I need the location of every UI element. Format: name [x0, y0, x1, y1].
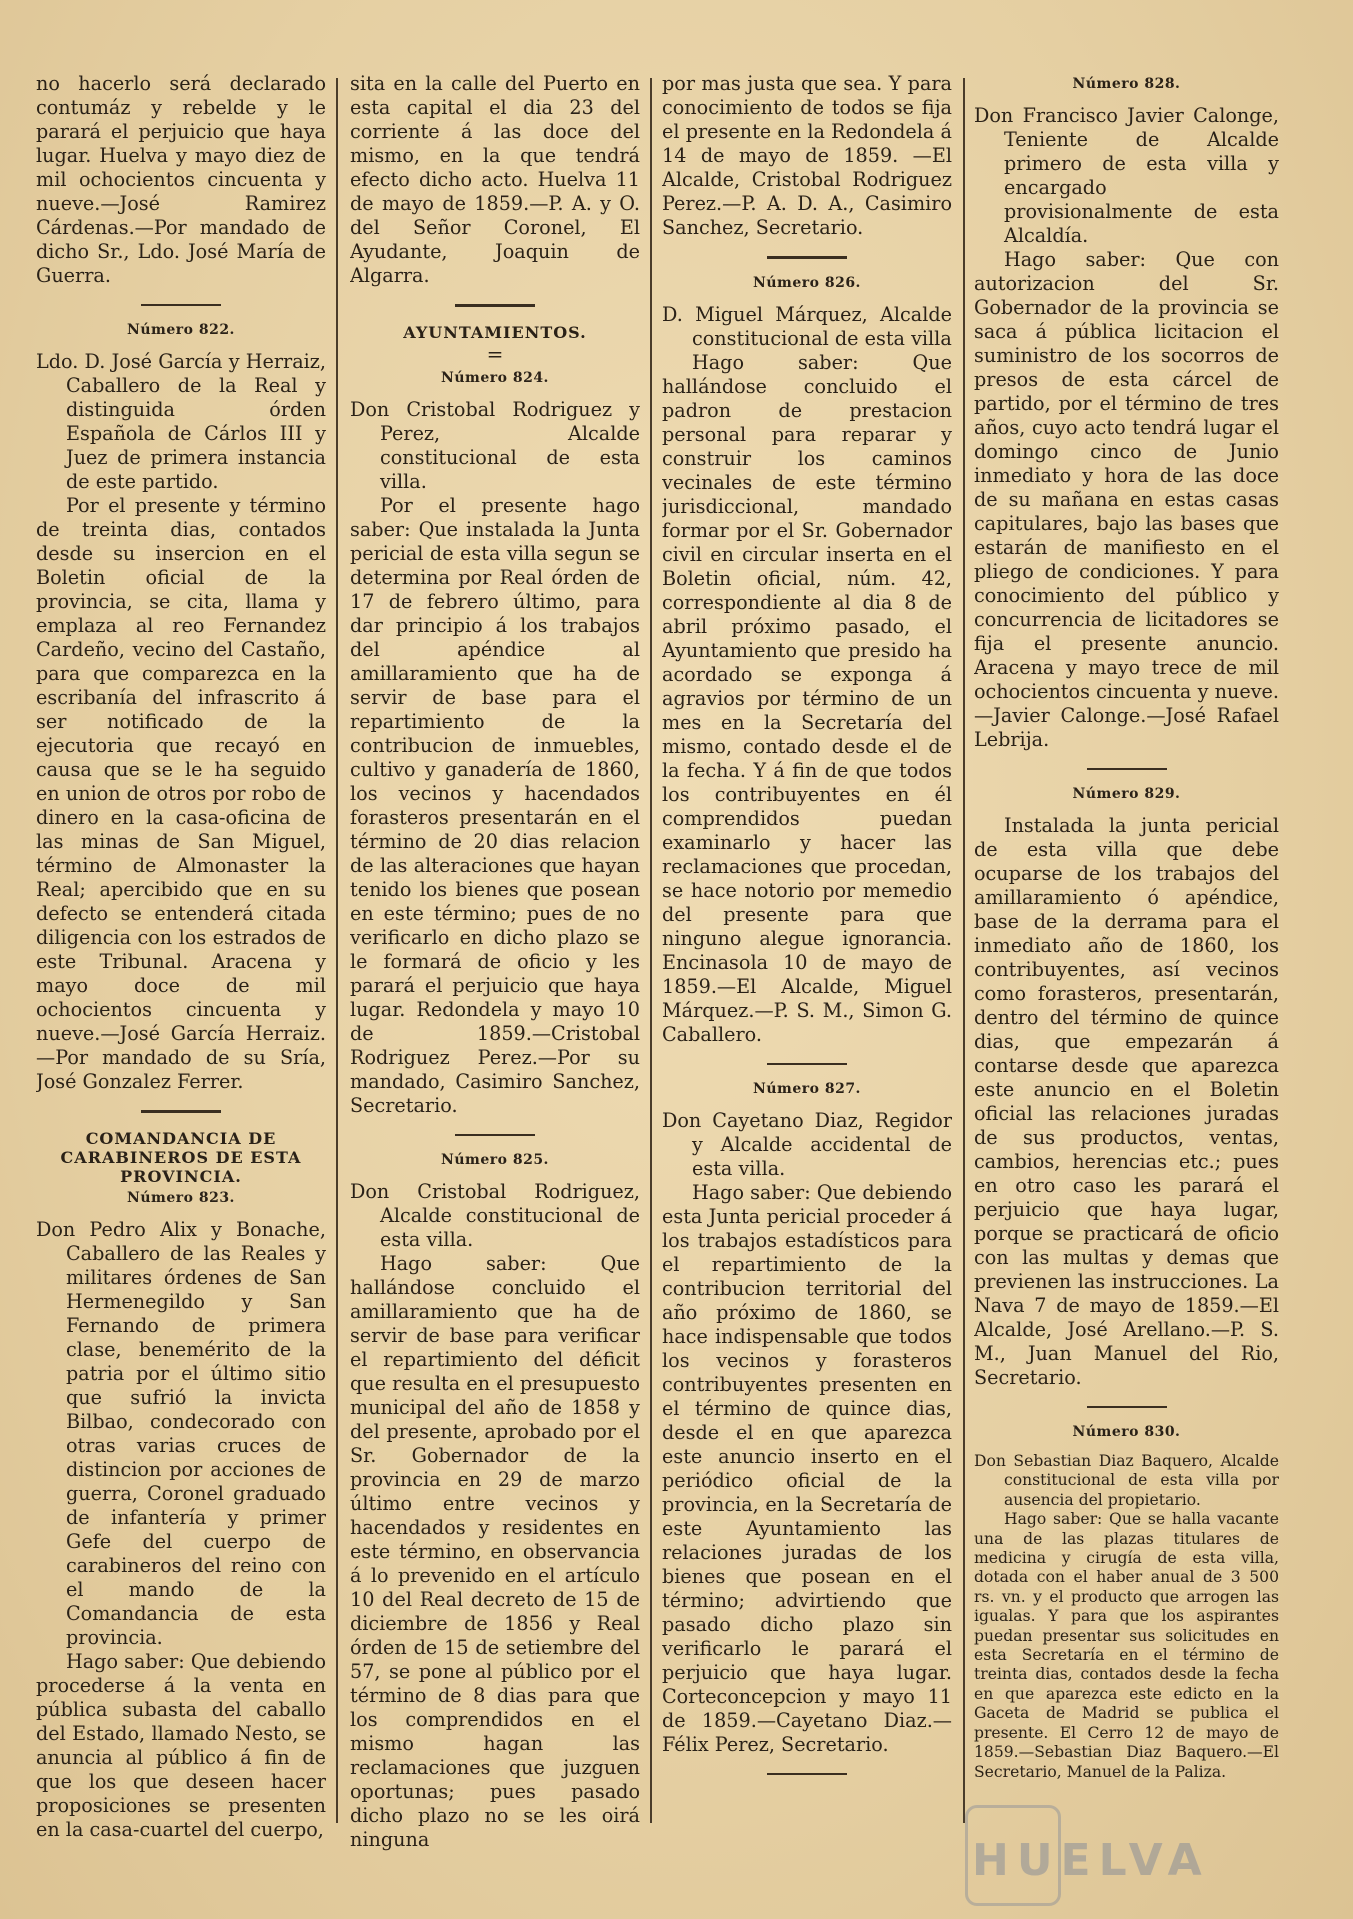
notice-828-heading: Don Francisco Javier Calonge, Teniente de Alcalde primero de esta villa y encargado provisionalmente de esta Alcaldía.	[974, 104, 1279, 247]
notice-number-825: Número 825.	[441, 1152, 549, 1168]
continued-text: no hacerlo será declarado contumáz y rebelde y le parará el perjuicio que haya lugar. Huelva y mayo diez de mil ochocientos cincuenta y nueve.—José Ramirez Cárdenas.—Por mandado de dicho Sr., Ldo. José María de Guerra.	[36, 72, 326, 287]
notice-822-body: Por el presente y término de treinta dias, contados desde su insercion en el Boletin oficial de la provincia, se cita, llama y emplaza al reo Fernandez Cardeño, vecino del Castaño, para que comparezca en la escribanía del infrascrito á ser notificado de la ejecutoria que recayó en causa que se le ha seguido en union de otros por robo de dinero en la casa-oficina de las minas de San Miguel, término de Almonaster la Real; apercibido que en su defecto se entenderá citada diligencia con los estrados de este Tribunal. Aracena y mayo doce de mil ochocientos cincuenta y nueve.—José García Herraiz.—Por mandado de su Sría, José Gonzalez Ferrer.	[36, 494, 326, 1093]
notice-823-heading: Don Pedro Alix y Bonache, Caballero de las Reales y militares órdenes de San Hermenegildo y San Fernando de primera clase, benemérito de la patria por el último sitio que sufrió la invicta Bilbao, condecorado con otras varias cruces de distincion por acciones de guerra, Coronel graduado de infantería y primer Gefe del cuerpo de carabineros del reino con el mando de la Comandancia de esta provincia.	[36, 1218, 326, 1649]
section-heading-ayuntamientos: AYUNTAMIENTOS.	[403, 323, 587, 342]
notice-number-822: Número 822.	[127, 322, 235, 338]
separator	[767, 1773, 847, 1775]
notice-825-heading: Don Cristobal Rodriguez, Alcalde constitucional de esta villa.	[350, 1180, 640, 1251]
notice-number-828: Número 828.	[1072, 76, 1181, 92]
section-ornament: =	[486, 342, 504, 366]
notice-827-heading: Don Cayetano Diaz, Regidor y Alcalde accidental de esta villa.	[662, 1109, 952, 1180]
column-1	[36, 72, 326, 1872]
notice-number-823: Número 823.	[127, 1190, 235, 1206]
watermark: HUELVA	[972, 1835, 1210, 1886]
notice-823-body: Hago saber: Que debiendo procederse á la venta en pública subasta del caballo del Estado, llamado Nesto, se anuncia al público á fin de que los que deseen hacer proposiciones se presenten en la casa-cuartel del cuerpo,	[36, 1650, 326, 1841]
continued-text: por mas justa que sea. Y para conocimiento de todos se fija el presente en la Redondela á 14 de mayo de 1859. —El Alcalde, Cristobal Rodriguez Perez.—P. A. D. A., Casimiro Sanchez, Secretario.	[662, 72, 952, 239]
column-2	[350, 72, 640, 1872]
notice-829-body: Instalada la junta pericial de esta villa que debe ocuparse de los trabajos del amillaramiento ó apéndice, base de la derrama para el inmediato año de 1860, los contribuyentes, así vecinos como forasteros, presentarán, dentro del término de quince dias, que empezarán á contarse desde que aparezca este anuncio en el Boletin oficial las relaciones juradas de sus productos, ventas, cambios, herencias etc.; pues en otro caso les parará el perjuicio que haya lugar, porque se practicará de oficio con las multas y demas que previenen las instrucciones. La Nava 7 de mayo de 1859.—El Alcalde, José Arellano.—P. S. M., Juan Manuel del Rio, Secretario.	[974, 814, 1279, 1389]
notice-number-829: Número 829.	[1072, 786, 1181, 802]
notice-826-heading: D. Miguel Márquez, Alcalde constitucional de esta villa	[662, 303, 952, 350]
continued-text: sita en la calle del Puerto en esta capital el dia 23 del corriente á las doce del mismo, en la que tendrá efecto dicho acto. Huelva 11 de mayo de 1859.—P. A. y O. del Señor Coronel, El Ayudante, Joaquin de Algarra.	[350, 72, 640, 287]
notice-824-body: Por el presente hago saber: Que instalada la Junta pericial de esta villa segun se determina por Real órden de 17 de febrero último, para dar principio á los trabajos del apéndice al amillaramiento que ha de servir de base para el repartimiento de la contribucion de inmuebles, cultivo y ganadería de 1860, los vecinos y hacendados forasteros presentarán en el término de 20 dias relacion de las alteraciones que hayan tenido los bienes que posean en este término; pues de no verificarlo en dicho plazo se le formará de oficio y les parará el perjuicio que haya lugar. Redondela y mayo 10 de 1859.—Cristobal Rodriguez Perez.—Por su mandado, Casimiro Sanchez, Secretario.	[350, 494, 640, 1117]
notice-822-heading: Ldo. D. José García y Herraiz, Caballero de la Real y distinguida órden Española de Cárlos III y Juez de primera instancia de este partido.	[36, 350, 326, 493]
notice-824-heading: Don Cristobal Rodriguez y Perez, Alcalde constitucional de esta villa.	[350, 398, 640, 493]
column-rule	[963, 78, 965, 1823]
notice-825-body: Hago saber: Que hallándose concluido el amillaramiento que ha de servir de base para verificar el repartimiento del déficit que resulta en el presupuesto municipal del año de 1858 y del presente, aprobado por el Sr. Gobernador de la provincia en 29 de marzo último entre vecinos y hacendados y residentes en este término, en observancia á lo prevenido en el artículo 10 del Real decreto de 15 de diciembre de 1856 y Real órden de 15 de setiembre del 57, se pone al público por el término de 8 dias para que los comprendidos en el mismo hagan las reclamaciones que juzguen oportunas; pues pasado dicho plazo no se les oirá ninguna	[350, 1252, 640, 1851]
column-rule	[336, 78, 338, 1823]
column-4	[974, 72, 1279, 1872]
separator	[767, 256, 847, 259]
separator	[455, 1134, 535, 1136]
notice-830-body: Hago saber: Que se halla vacante una de las plazas titulares de medicina y cirugía de esta villa, dotada con el haber anual de 3 500 rs. vn. y el producto que arrogen las igualas. Y para que los aspirantes puedan presentar sus solicitudes en esta Secretaría en el término de treinta dias, contados desde la fecha en que aparezca este edicto en la Gaceta de Madrid se publica el presente. El Cerro 12 de mayo de 1859.—Sebastian Diaz Baquero.—El Secretario, Manuel de la Paliza.	[974, 1510, 1279, 1781]
notice-number-826: Número 826.	[753, 275, 861, 291]
separator	[767, 1063, 847, 1065]
column-rule	[650, 78, 652, 1823]
notice-number-830: Número 830.	[1072, 1424, 1181, 1440]
notice-number-824: Número 824.	[441, 370, 549, 386]
separator	[141, 1110, 221, 1113]
column-3	[662, 72, 952, 1872]
separator	[455, 304, 535, 307]
notice-830-heading: Don Sebastian Diaz Baquero, Alcalde constitucional de esta villa por ausencia del propietario.	[974, 1452, 1279, 1509]
separator	[1087, 768, 1167, 770]
separator	[141, 304, 221, 306]
notice-827-body: Hago saber: Que debiendo esta Junta pericial proceder á los trabajos estadísticos para el repartimiento de la contribucion territorial del año próximo de 1860, se hace indispensable que todos los vecinos y forasteros contribuyentes presenten en el término de quince dias, desde el en que aparezca este anuncio inserto en el periódico oficial de la provincia, en la Secretaría de este Ayuntamiento las relaciones juradas de los bienes que posean en el término; advirtiendo que pasado dicho plazo sin verificarlo le parará el perjuicio que haya lugar. Corteconcepcion y mayo 11 de 1859.—Cayetano Diaz.—Félix Perez, Secretario.	[662, 1181, 952, 1756]
notice-number-827: Número 827.	[753, 1081, 861, 1097]
separator	[1087, 1406, 1167, 1408]
section-heading-carabineros: COMANDANCIA DE CARABINEROS DE ESTA PROVINCIA.	[60, 1129, 302, 1186]
notice-826-body: Hago saber: Que hallándose concluido el padron de prestacion personal para reparar y construir los caminos vecinales de este término jurisdiccional, mandado formar por el Sr. Gobernador civil en circular inserta en el Boletin oficial, núm. 42, correspondiente al dia 8 de abril próximo pasado, el Ayuntamiento que presido ha acordado se exponga á agravios por término de un mes en la Secretaría del mismo, contado desde el de la fecha. Y á fin de que todos los contribuyentes en él comprendidos puedan examinarlo y hacer las reclamaciones que procedan, se hace notorio por memedio del presente para que ninguno alegue ignorancia. Encinasola 10 de mayo de 1859.—El Alcalde, Miguel Márquez.—P. S. M., Simon G. Caballero.	[662, 351, 952, 1046]
notice-828-body: Hago saber: Que con autorizacion del Sr. Gobernador de la provincia se saca á pública licitacion el suministro de los socorros de presos de esta cárcel de partido, por el término de tres años, cuyo acto tendrá lugar el domingo cinco de Junio inmediato y hora de las doce de su mañana en estas casas capitulares, bajo las bases que estarán de manifiesto en el pliego de condiciones. Y para conocimiento del público y concurrencia de licitadores se fija el presente anuncio. Aracena y mayo trece de mil ochocientos cincuenta y nueve.—Javier Calonge.—José Rafael Lebrija.	[974, 248, 1279, 751]
